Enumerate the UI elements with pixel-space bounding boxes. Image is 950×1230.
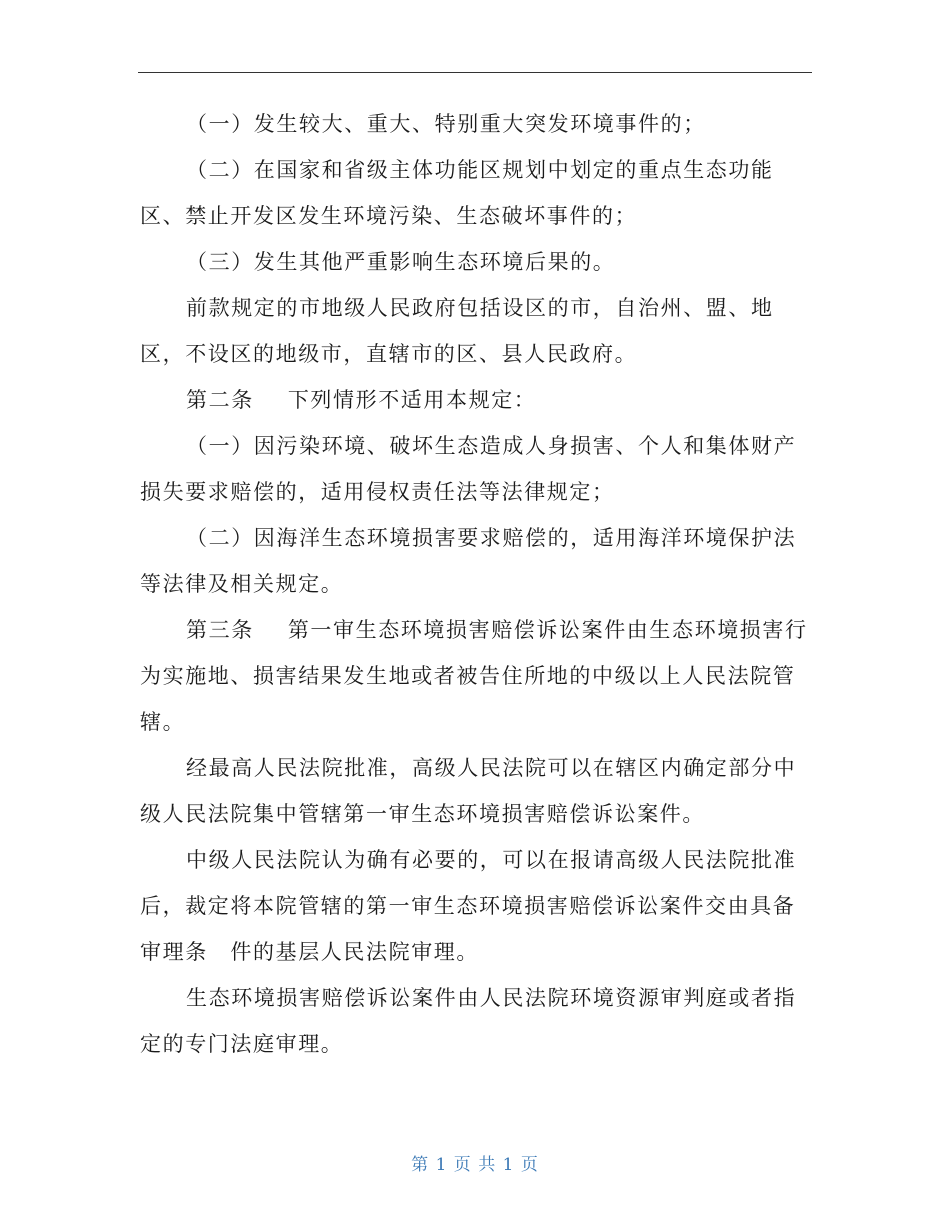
paragraph-item-2: （二）在国家和省级主体功能区规划中划定的重点生态功能区、禁止开发区发生环境污染、生态破坏事件的； — [140, 158, 774, 228]
paragraph-approval: 经最高人民法院批准，高级人民法院可以在辖区内确定部分中级人民法院集中管辖第一审生态环境损害赔偿诉讼案件。 — [140, 756, 797, 826]
paragraph-transfer: 中级人民法院认为确有必要的，可以在报请高级人民法院批准后，裁定将本院管辖的第一审生态环境损害赔偿诉讼案件交由具备审理条 件的基层人民法院审理。 — [140, 848, 797, 964]
article-2-text: 下列情形不适用本规定： — [287, 388, 537, 412]
paragraph-definition: 前款规定的市地级人民政府包括设区的市，自治州、盟、地区，不设区的地级市，直辖市的区、县人民政府。 — [140, 296, 774, 366]
page-footer: 第 1 页 共 1 页 — [411, 1155, 539, 1175]
document-body — [140, 101, 810, 1067]
article-2 — [140, 377, 810, 423]
paragraph-exclusion-2: （二）因海洋生态环境损害要求赔偿的，适用海洋环境保护法等法律及相关规定。 — [140, 526, 797, 596]
paragraph-exclusion-1: （一）因污染环境、破坏生态造成人身损害、个人和集体财产损失要求赔偿的，适用侵权责任法等法律规定； — [140, 434, 797, 504]
article-3-text: 第一审生态环境损害赔偿诉讼案件由生态环境损害行为实施地、损害结果发生地或者被告住所地的中级以上人民法院管辖。 — [140, 618, 808, 734]
article-3 — [140, 607, 810, 745]
article-2-heading: 第二条 — [186, 388, 254, 412]
header-rule — [138, 72, 812, 73]
paragraph-tribunal: 生态环境损害赔偿诉讼案件由人民法院环境资源审判庭或者指定的专门法庭审理。 — [140, 986, 797, 1056]
paragraph-item-1: （一）发生较大、重大、特别重大突发环境事件的； — [186, 112, 706, 136]
paragraph-item-3: （三）发生其他严重影响生态环境后果的。 — [186, 250, 616, 274]
article-3-heading: 第三条 — [186, 618, 254, 642]
